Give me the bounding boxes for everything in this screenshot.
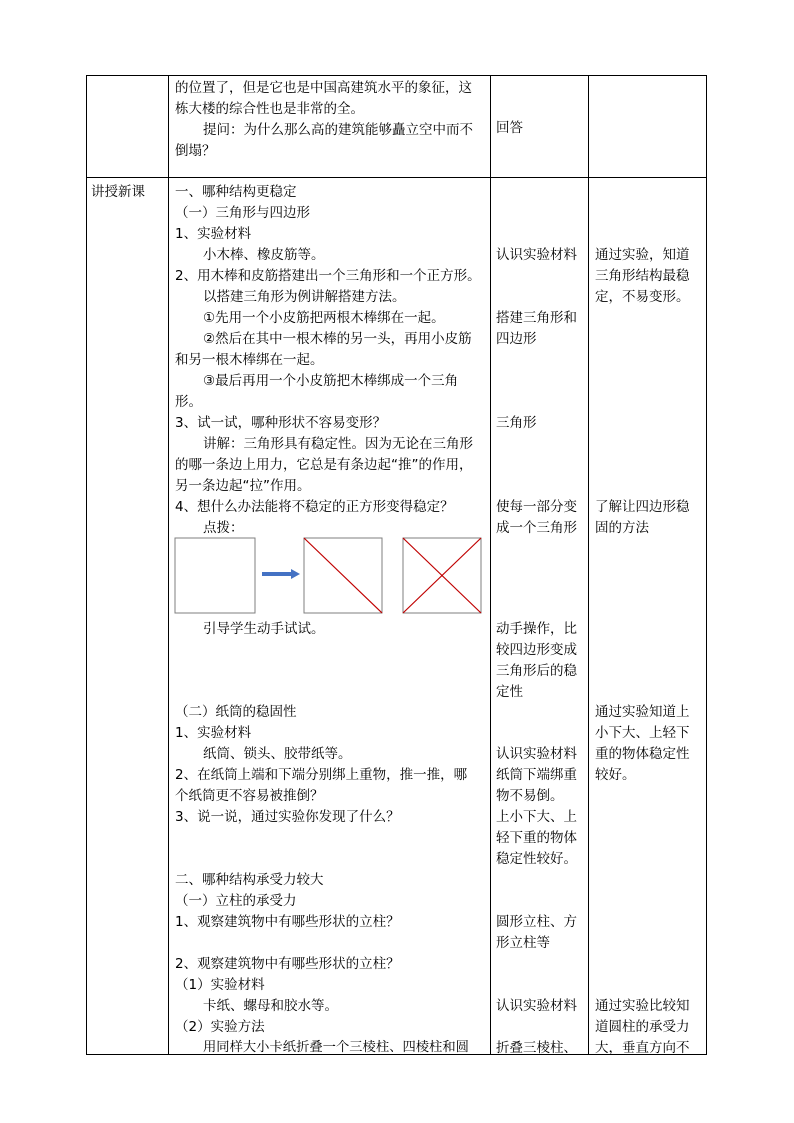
stage-label: 讲授新课 [91, 184, 145, 200]
student-activity: 圆形立柱、方 [496, 914, 577, 930]
content-line: 4、想什么办法能将不稳定的正方形变得稳定？ [175, 499, 454, 515]
content-line: 倒塌？ [175, 143, 216, 159]
student-activity: 三角形 [496, 415, 537, 431]
plain-square [175, 538, 255, 613]
student-activity: 纸筒下端绑重 [496, 767, 577, 783]
student-activity: 三角形后的稳 [496, 663, 577, 679]
student-activity: 搭建三角形和 [496, 310, 577, 326]
student-activity: 折叠三棱柱、 [496, 1040, 577, 1056]
square-stabilizing-diagram [174, 536, 484, 616]
student-activity: 认识实验材料 [496, 247, 577, 263]
subsection-heading: （二）纸筒的稳固性 [175, 704, 297, 720]
col-divider-1 [168, 75, 169, 1055]
student-activity: 物不易倒。 [496, 788, 564, 804]
content-line: 的位置了，但是它也是中国高建筑水平的象征，这 [175, 80, 472, 96]
content-line: 2、观察建筑物中有哪些形状的立柱？ [175, 956, 400, 972]
content-line: 栋大楼的综合性也是非常的全。 [175, 101, 364, 117]
student-activity: 使每一部分变 [496, 499, 577, 515]
design-purpose: 重的物体稳定性 [595, 746, 690, 762]
student-activity: 较四边形变成 [496, 642, 577, 658]
design-purpose: 通过实验，知道 [595, 247, 690, 263]
content-line: 和另一根木棒绑在一起。 [175, 352, 324, 368]
content-line: ②然后在其中一根木棒的另一头，再用小皮筋 [203, 331, 472, 347]
content-line: 1、观察建筑物中有哪些形状的立柱？ [175, 914, 400, 930]
student-activity: 动手操作，比 [496, 621, 577, 637]
content-line: 个纸筒更不容易被推倒？ [175, 788, 324, 804]
student-activity: 认识实验材料 [496, 998, 577, 1014]
content-line: （2）实验方法 [175, 1019, 265, 1035]
content-line: 提问：为什么那么高的建筑能够矗立空中而不 [203, 122, 473, 138]
content-line: 的哪一条边上用力，它总是有条边起“推”的作用， [175, 457, 473, 473]
subsection-heading: （一）三角形与四边形 [175, 205, 310, 221]
content-line: ③最后再用一个小皮筋把木棒绑成一个三角 [203, 373, 459, 389]
student-activity: 四边形 [496, 331, 537, 347]
col-divider-left [86, 75, 87, 1055]
design-purpose: 小下大、上轻下 [595, 725, 690, 741]
table-border-top [86, 75, 707, 76]
design-purpose: 较好。 [595, 767, 636, 783]
student-activity: 成一个三角形 [496, 520, 577, 536]
content-line: 纸筒、锁头、胶带纸等。 [203, 746, 352, 762]
design-purpose: 固的方法 [595, 520, 649, 536]
student-activity: 回答 [496, 120, 523, 136]
col-divider-right [706, 75, 707, 1055]
section-heading: 二、哪种结构承受力较大 [175, 872, 324, 888]
content-line: 3、说一说，通过实验你发现了什么？ [175, 809, 400, 825]
student-activity: 轻下重的物体 [496, 830, 577, 846]
student-activity: 上小下大、上 [496, 809, 577, 825]
subsection-heading: （一）立柱的承受力 [175, 893, 297, 909]
content-line: 2、在纸筒上端和下端分别绑上重物，推一推，哪 [175, 767, 468, 783]
design-purpose: 三角形结构最稳 [595, 268, 690, 284]
col-divider-2 [490, 75, 491, 1055]
content-line: （1）实验材料 [175, 977, 265, 993]
design-purpose: 大，垂直方向不 [595, 1040, 690, 1056]
col-divider-3 [588, 75, 589, 1055]
design-purpose: 通过实验知道上 [595, 704, 690, 720]
content-line: 1、实验材料 [175, 725, 252, 741]
content-line: 引导学生动手试试。 [203, 621, 325, 637]
content-line: 2、用木棒和皮筋搭建出一个三角形和一个正方形。 [175, 268, 481, 284]
section-heading: 一、哪种结构更稳定 [175, 184, 297, 200]
content-line: 卡纸、螺母和胶水等。 [203, 998, 338, 1014]
content-line: 1、实验材料 [175, 226, 252, 242]
student-activity: 认识实验材料 [496, 746, 577, 762]
content-line: 形。 [175, 394, 202, 410]
content-line: 以搭建三角形为例讲解搭建方法。 [203, 289, 406, 305]
content-line: 小木棒、橡皮筋等。 [203, 247, 325, 263]
content-line: 用同样大小卡纸折叠一个三棱柱、四棱柱和圆 [203, 1040, 469, 1055]
student-activity: 形立柱等 [496, 935, 550, 951]
row-divider [86, 177, 707, 178]
student-activity: 稳定性较好。 [496, 851, 577, 867]
content-line: 另一条边起“拉”作用。 [175, 478, 311, 494]
design-purpose: 了解让四边形稳 [595, 499, 690, 515]
content-line: 3、试一试，哪种形状不容易变形？ [175, 415, 387, 431]
design-purpose: 通过实验比较知 [595, 998, 690, 1014]
content-line: 讲解：三角形具有稳定性。因为无论在三角形 [203, 436, 473, 452]
content-line: 点拨： [203, 520, 244, 536]
content-line: ①先用一个小皮筋把两根木棒绑在一起。 [203, 310, 445, 326]
arrow-icon [291, 569, 300, 579]
student-activity: 定性 [496, 684, 523, 700]
design-purpose: 定，不易变形。 [595, 289, 690, 305]
design-purpose: 道圆柱的承受力 [595, 1019, 690, 1035]
